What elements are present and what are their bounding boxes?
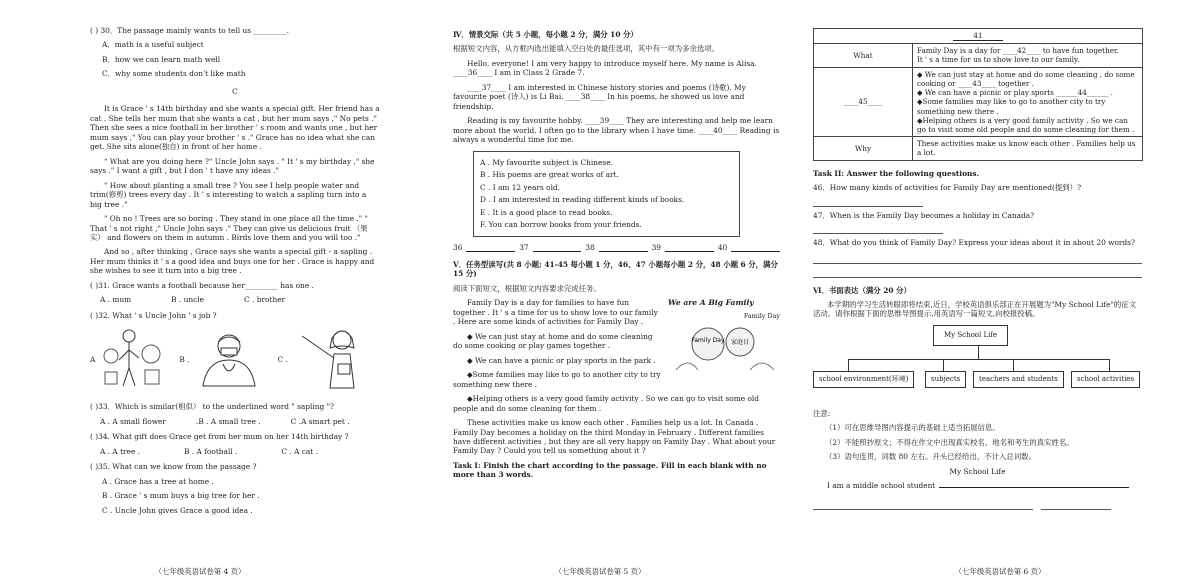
mindmap-branch-environment: school environment(环境): [813, 371, 914, 388]
note-1: （1）可在思维导图内容提示的基础上适当拓展信息。: [825, 423, 1000, 433]
passage-c-para-3: " How about planting a small tree ? You see I help people water and trim(修剪) trees every day . It ' s interesting to watch a sapling turn into a big tree .": [90, 180, 367, 209]
passage-c-para-1: It is Grace ' s 14th birthday and she wants a special gift. Her friend has a cat . She tells her mum that she wants a cat , but her mum says ," No pets ." Then she sees a nice football in her brother ' s room and wants one , but her mum says ," You can play your brother ' s ." Grace has no idea what she can get. She sits alone(独自) in front of her home .: [90, 104, 380, 152]
balloon-label-2: 家庭日: [730, 339, 750, 347]
family-day-para-4: ◆Some families may like to go to another city to try something new there .: [453, 370, 661, 389]
essay-line-1[interactable]: [813, 499, 1033, 510]
mindmap-branch-activities: school activities: [1071, 371, 1140, 388]
option-d: D . I am interested in reading different kinds of books.: [480, 195, 685, 205]
q31-option-b: B . uncle: [171, 295, 205, 305]
chart-label-why: Why: [814, 137, 913, 160]
exam-page-6: [800, 0, 1200, 584]
doctor-icon: [193, 330, 267, 388]
mindmap-center: My School Life: [933, 325, 1008, 346]
chart-label-45: ____45____: [814, 67, 913, 137]
chart-what-line-1: Family Day is a day for ____42____ to have fun together.: [917, 46, 1119, 56]
note-3: （3）语句连贯，词数 80 左右。开头已经给出，不计入总词数。: [825, 452, 1036, 462]
page-6-footer: （七年级英语试卷第 6 页）: [954, 566, 1046, 576]
section-4-instructions: 根据短文内容，从方框内选出能填入空白处的最佳选项，其中有一项为多余选项。: [453, 44, 720, 54]
teacher-icon: [292, 326, 372, 392]
section-c-heading: C: [232, 86, 238, 96]
family-day-chart: [813, 28, 1143, 161]
q31-stem: ( )31. Grace wants a football because her_________ has one .: [90, 280, 314, 290]
mindmap-branch-subjects: subjects: [925, 371, 966, 388]
passage-c-para-2: " What are you doing here ?" Uncle John says . " It ' s my birthday ," she says ." I want a gift , but I don ' t have any ideas .": [90, 156, 375, 176]
q33-stem: ( )33．Which is similar(相似） to the underlined word " sapling "?: [90, 402, 334, 412]
image-subcaption: Family Day: [743, 312, 780, 321]
family-day-para-5: ◆Helping others is a very good family activity . So we can go to visit some old people and do some cleaning for them .: [453, 394, 760, 413]
answer-line-48a[interactable]: [813, 253, 1142, 264]
q34-option-a: A . A tree .: [100, 446, 141, 456]
chart-what-line-2: It ' s a time for us to show love to our family.: [917, 55, 1080, 65]
family-day-para-2: ◆ We can just stay at home and do some cleaning do some cooking or play games together .: [453, 331, 653, 351]
answer-line-46[interactable]: [813, 196, 923, 207]
passage-c-para-5: And so , after thinking , Grace says she wants a special gift - a sapling . Her mum thinks it ' s a good idea and buys one for her . Grace is happy and she wishes to see it turn into a big tree .: [90, 247, 375, 276]
q32-stem: ( )32. What ' s Uncle John ' s job ?: [90, 310, 217, 320]
passage-c-para-4: " Oh no ! Trees are so boring . They stand in one place all the time ." " That ' s not right ," Uncle John says ." They can give us delicious fruit （果实） and flowers on them in autumn . Birds love them and you will too .": [90, 214, 368, 242]
note-2: （2）不能照抄原文；不得在作文中出现真实校名、地名和考生的真实姓名。: [825, 437, 1074, 447]
q30-stem: ( ) 30．The passage mainly wants to tell us _________.: [90, 26, 289, 35]
family-day-para-6: These activities make us know each other . Families help us a lot. In Canada , Family Day becomes a holiday on the third Monday in February . Different families have different activities , but they are all very happy on Family Day . What about your Family Day ? Could you tell us something about it ?: [453, 418, 776, 456]
q32-option-c: C .: [277, 354, 288, 364]
q33-option-a: A . A small flower: [100, 416, 166, 426]
option-f: F. You can borrow books from your friends.: [480, 220, 642, 230]
option-a: A . My favourite subject is Chinese.: [480, 157, 613, 167]
chart-label-what: What: [814, 44, 913, 67]
q35-option-c: C . Uncle John gives Grace a good idea .: [102, 505, 253, 515]
family-day-para-1: Family Day is a day for families to have fun together . It ' s a time for us to show love to our family . Here are some kinds of activities for Family Day .: [453, 298, 658, 327]
task-1-instructions: Task I: Finish the chart according to the passage. Fill in each blank with no more than 3 words.: [453, 460, 767, 480]
question-46: 46．How many kinds of activities for Family Day are mentioned(提到）?: [813, 183, 1082, 193]
essay-line-2[interactable]: [1041, 499, 1111, 510]
chart-activity-4: ◆Helping others is a very good family activity . So we can go to visit some old people and do some cleaning for them .: [917, 115, 1135, 134]
option-b: B . His poems are great works of art.: [480, 170, 619, 180]
q31-option-c: C . brother: [244, 295, 286, 305]
question-48: 48．What do you think of Family Day? Express your ideas about it in about 20 words?: [813, 238, 1135, 248]
q33-option-c: C .A smart pet .: [290, 416, 350, 426]
family-day-image: [668, 298, 780, 374]
task-2-title: Task II: Answer the following questions.: [813, 168, 980, 178]
section-6-instructions: 本学期的学习生活转眼即将结束,近日，学校英语俱乐部正在开展题为"My School Life"的征文活动。请你根据下面的思维导图提示,用英语写一篇短文,向校报投稿。: [813, 299, 1137, 319]
option-c: C . I am 12 years old.: [480, 182, 561, 192]
chart-why-text: These activities make us know each other . Families help us a lot.: [913, 137, 1143, 160]
page-4-footer: （七年级英语试卷第 4 页）: [154, 566, 246, 576]
q34-option-c: C . A cat .: [281, 446, 318, 456]
answer-blanks-row: 36 37 38 39 40: [453, 243, 780, 252]
q32-option-a: A: [90, 354, 96, 364]
gardener-icon: [99, 326, 169, 392]
q32-option-b: B .: [179, 354, 190, 364]
blank-41: 41: [953, 31, 1002, 41]
section-4-title: Ⅳ．情景交际（共 5 小题，每小题 2 分，满分 10 分）: [453, 30, 638, 39]
question-47: 47．When is the Family Day becomes a holiday in Canada?: [813, 210, 1035, 220]
q34-option-b: B . A football .: [184, 446, 238, 456]
chart-activity-1: ◆ We can just stay at home and do some cleaning , do some cooking or ____43____ together .: [917, 69, 1135, 88]
answer-line-47[interactable]: [813, 223, 943, 234]
q31-option-a: A . mum: [100, 295, 132, 305]
family-balloons-icon: [668, 322, 780, 372]
chart-activity-2: ◆ We can have a picnic or play sports ______44______ .: [917, 88, 1113, 98]
balloon-label-1: Family Day: [691, 337, 725, 345]
alisa-para-3: Reading is my favourite hobby. ____39____ They are interesting and help me learn more about the world. I often go to the library when I have time. ____40____ Reading is always a wonderful time for me.: [453, 116, 780, 145]
section-6-title: Ⅵ．书面表达（满分 20 分）: [813, 285, 911, 295]
exam-page-5: [400, 0, 800, 584]
image-caption: We are A Big Family: [668, 298, 754, 308]
section-5-instructions: 阅读下面短文，根据短文内容要求完成任务。: [453, 283, 601, 293]
q30-option-c: C．why some students don't like math: [102, 69, 246, 79]
alisa-para-2: ____37____ I am interested in Chinese history stories and poems (诗歌). My favourite poet (诗人) is Li Bai. ____38____ In his poems, he showed us love and friendship.: [453, 82, 746, 111]
essay-title: My School Life: [949, 466, 1006, 476]
q35-stem: ( )35. What can we know from the passage ?: [90, 462, 257, 472]
q34-stem: ( )34. What gift does Grace get from her mum on her 14th birthday ?: [90, 432, 349, 442]
mindmap: [813, 325, 1143, 401]
essay-start: I am a middle school student: [827, 481, 1142, 490]
page-5-footer: （七年级英语试卷第 5 页）: [554, 566, 646, 576]
mindmap-branch-teachers: teachers and students: [973, 371, 1064, 388]
section-5-title: Ⅴ．任务型读写(共 8 小题; 41-45 每小题 1 分，46、47 小题每小题 2 分，48 小题 6 分，满分 15 分): [453, 259, 778, 279]
q33-option-b: .B . A small tree .: [195, 416, 261, 426]
options-box: [473, 151, 740, 237]
family-day-para-3: ◆ We can have a picnic or play sports in the park .: [467, 355, 656, 365]
notes-title: 注意:: [813, 408, 831, 418]
answer-line-48b[interactable]: [813, 267, 1142, 278]
chart-activity-3: ◆Some families may like to go to another city to try something new there .: [917, 97, 1106, 116]
option-e: E . It is a good place to read books.: [480, 207, 613, 217]
alisa-para-1: Hello, everyone! I am very happy to introduce myself here. My name is Alisa. ____36____ I am in Class 2 Grade 7.: [453, 58, 757, 78]
q30-option-a: A．math is a useful subject: [102, 40, 204, 50]
exam-page-4: [0, 0, 400, 584]
q30-option-b: B．how we can learn math well: [102, 54, 221, 64]
q35-option-b: B . Grace ' s mum buys a big tree for her .: [102, 491, 260, 501]
q32-pictures: [90, 326, 380, 392]
q35-option-a: A . Grace has a tree at home .: [102, 476, 214, 486]
